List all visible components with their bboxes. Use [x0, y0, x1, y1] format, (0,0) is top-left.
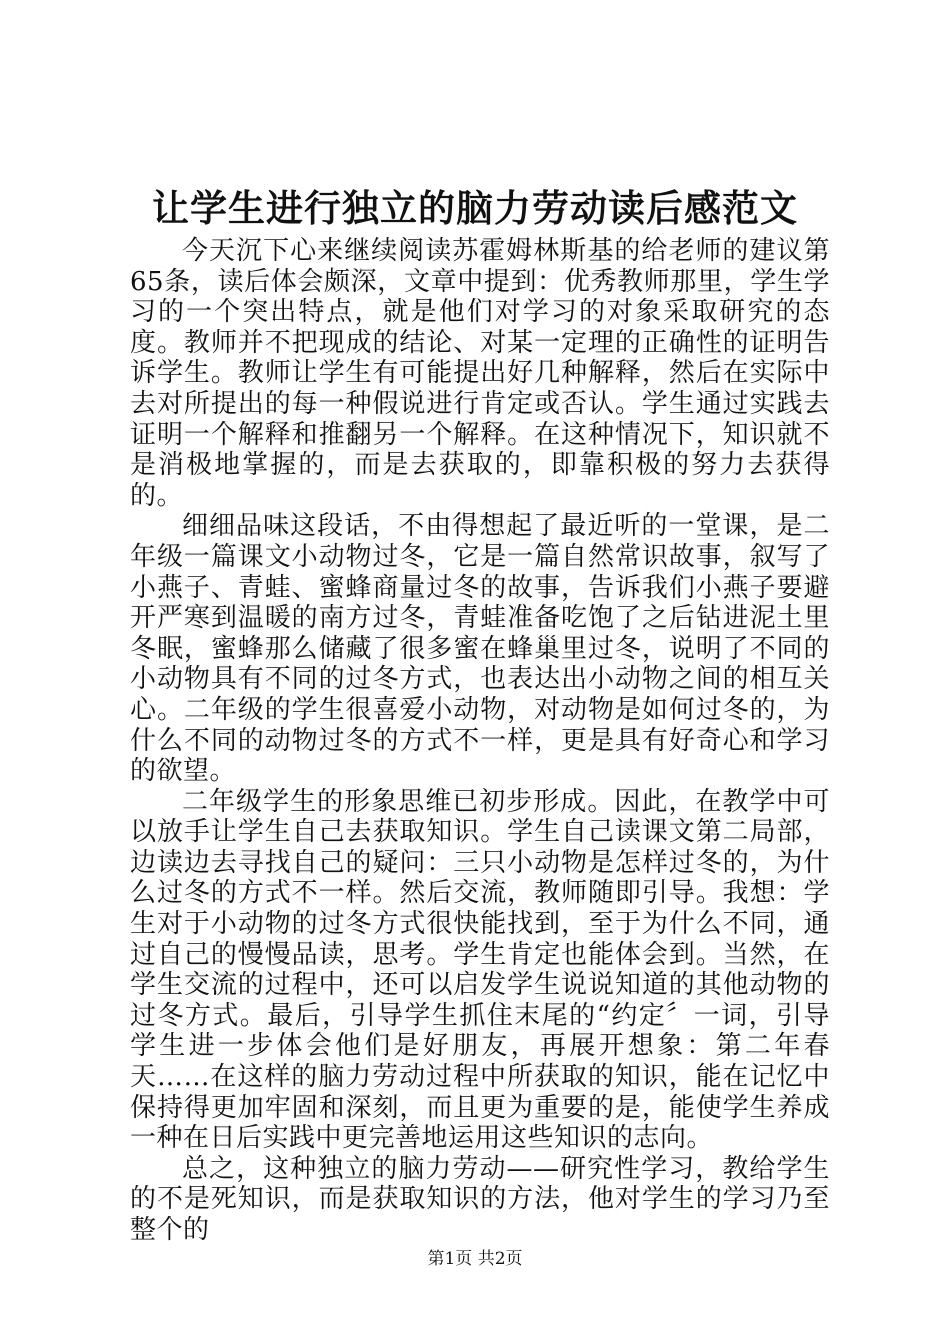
paragraph-3: 二年级学生的形象思维已初步形成。因此，在教学中可以放手让学生自己去获取知识。学生自己读课文第二局部，边读边去寻找自己的疑问：三只小动物是怎样过冬的，为什么过冬的方式不一样。然后交流，教师随即引导。我想：学生对于小动物的过冬方式很快能找到，至于为什么不同，通过自己的慢慢品读，思考。学生肯定也能体会到。当然，在学生交流的过程中，还可以启发学生说说知道的其他动物的过冬方式。最后，引导学生抓住末尾的“约定〞一词，引导学生进一步体会他们是好朋友，再展开想象：第二年春天……在这样的脑力劳动过程中所获取的知识，能在记忆中保持得更加牢固和深刻，而且更为重要的是，能使学生养成一种在日后实践中更完善地运用这些知识的志向。 — [130, 786, 830, 1154]
paragraph-2: 细细品味这段话，不由得想起了最近听的一堂课，是二年级一篇课文小动物过冬，它是一篇自然常识故事，叙写了小燕子、青蛙、蜜蜂商量过冬的故事，告诉我们小燕子要避开严寒到温暖的南方过冬，青蛙准备吃饱了之后钻进泥土里冬眠，蜜蜂那么储藏了很多蜜在蜂巢里过冬，说明了不同的小动物具有不同的过冬方式，也表达出小动物之间的相互关心。二年级的学生很喜爱小动物，对动物是如何过冬的，为什么不同的动物过冬的方式不一样，更是具有好奇心和学习的欲望。 — [130, 511, 830, 787]
article-body — [130, 236, 830, 1246]
paragraph-4: 总之，这种独立的脑力劳动——研究性学习，教给学生的不是死知识，而是获取知识的方法，他对学生的学习乃至整个的 — [130, 1153, 830, 1245]
page-title: 让学生进行独立的脑力劳动读后感范文 — [152, 186, 798, 230]
paragraph-1: 今天沉下心来继续阅读苏霍姆林斯基的给老师的建议第65条，读后体会颇深，文章中提到：优秀教师那里，学生学习的一个突出特点，就是他们对学习的对象采取研究的态度。教师并不把现成的结论、对某一定理的正确性的证明告诉学生。教师让学生有可能提出好几种解释，然后在实际中去对所提出的每一种假说进行肯定或否认。学生通过实践去证明一个解释和推翻另一个解释。在这种情况下，知识就不是消极地掌握的，而是去获取的，即靠积极的努力去获得的。 — [130, 236, 830, 511]
page-number-footer: 第1页 共2页 — [427, 1249, 523, 1269]
